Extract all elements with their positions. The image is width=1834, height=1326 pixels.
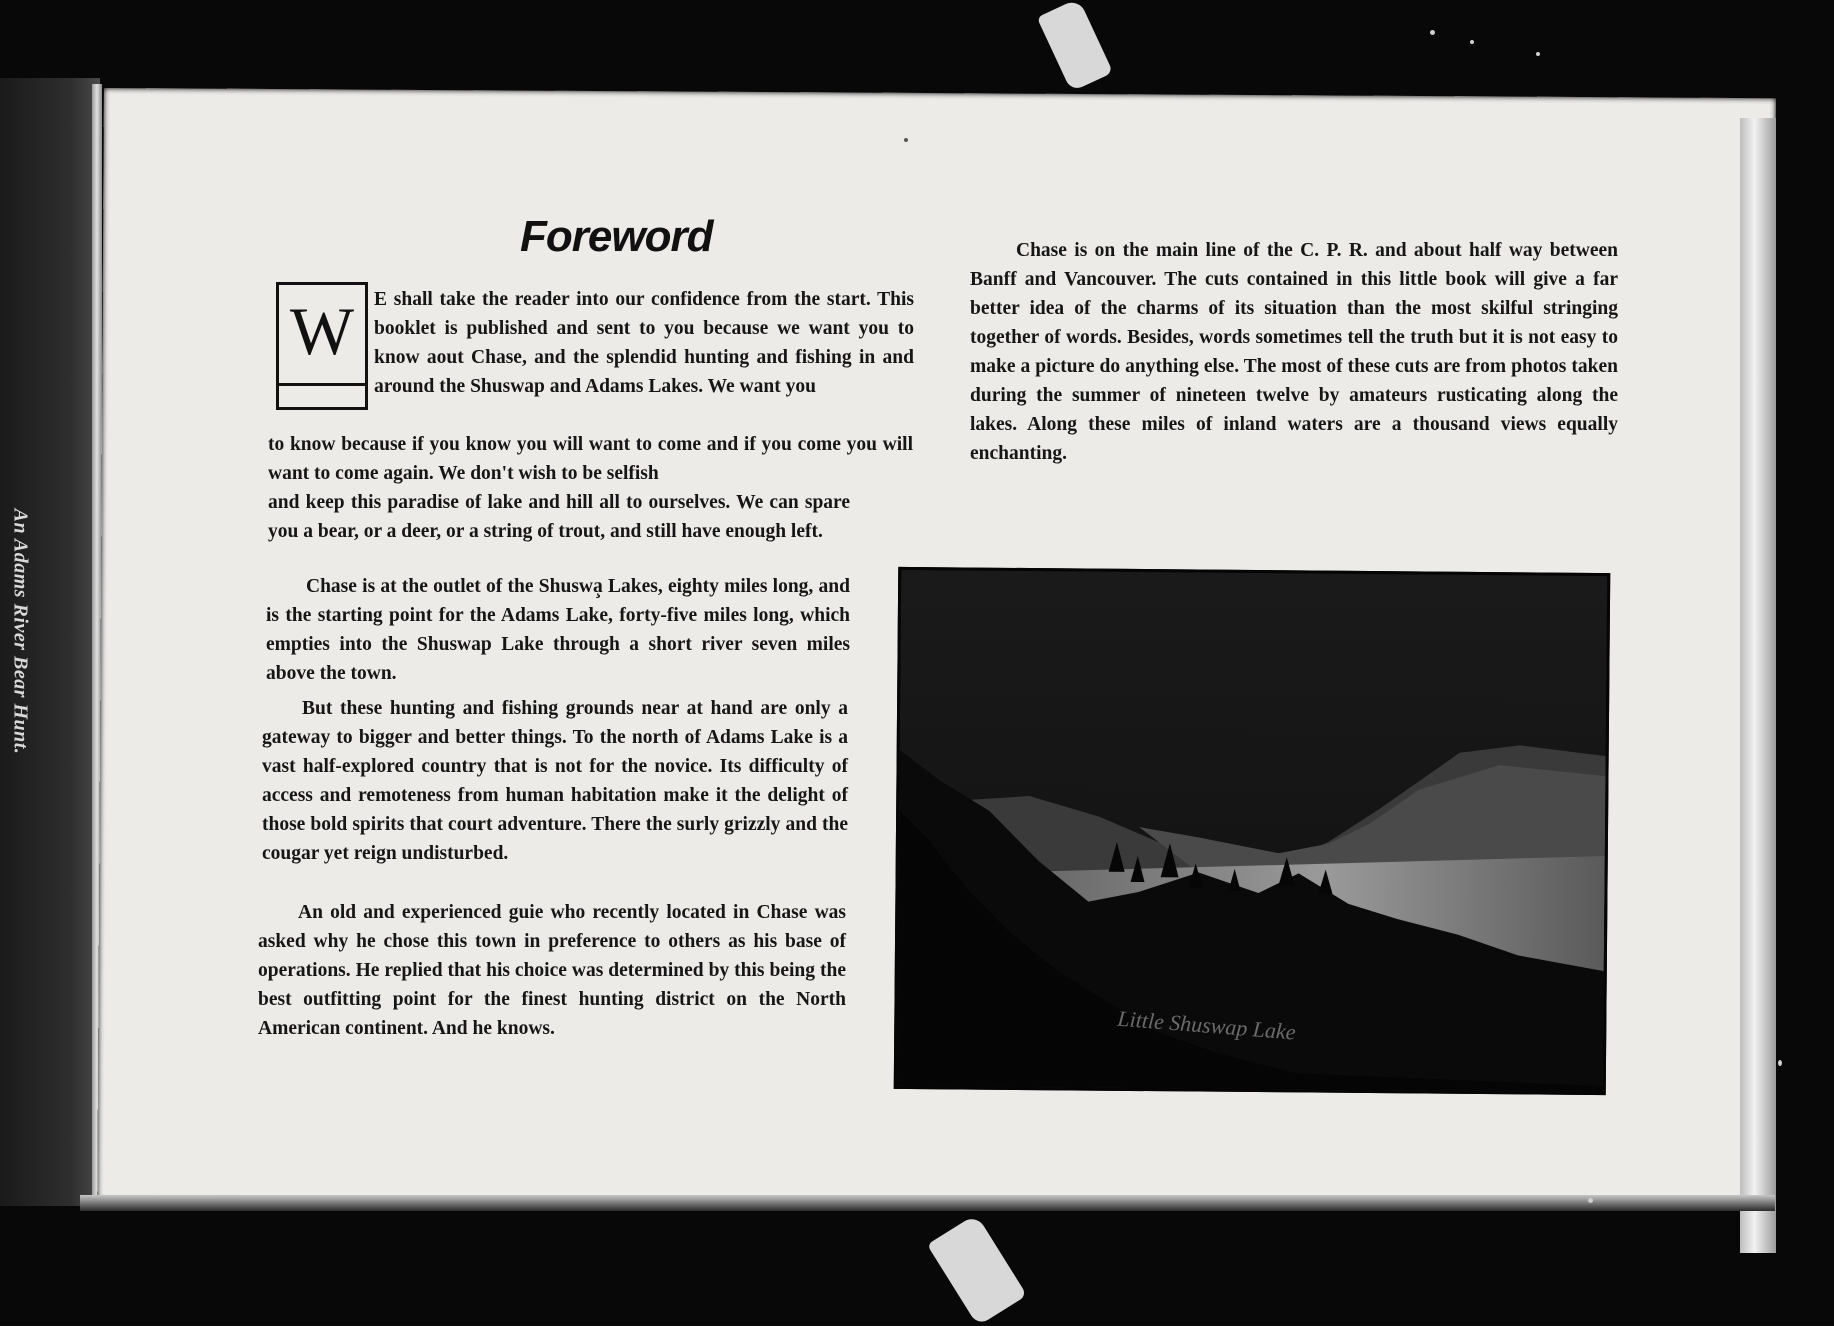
page-right-edge <box>1740 118 1776 1253</box>
tape-fragment-top <box>1037 0 1113 92</box>
drop-cap <box>276 282 368 410</box>
paragraph-cpr: Chase is on the main line of the C. P. R. and about half way between Banff and Vancouver. The cuts contained in this little book will give a far better idea of the charms of its situation than the most skilful stringing together of words. Besides, words sometimes tell the truth but it is not easy to make a picture do anything else. The most of these cuts are from photos taken during the summer of nineteen twelve by amateurs rusticating along the lakes. Along these miles of inland waters are a thousand views equally enchanting. <box>970 240 1618 464</box>
scan-speck <box>1778 1060 1782 1066</box>
scan-speck <box>1588 1198 1593 1203</box>
photo-caption: Little Shuswap Lake <box>1116 1005 1297 1045</box>
scan-speck <box>1470 40 1474 44</box>
paragraph-chase-location: Chase is at the outlet of the Shuswa̧ Lakes, eighty miles long, and is the starting point for the Adams Lake, forty-five miles long, which empties into the Shuswap Lake through a short river seven miles above the town. <box>266 576 850 684</box>
paragraph-intro-tail-2: and keep this paradise of lake and hill all to ourselves. We can spare you a bear, or a deer, or a string of trout, and still have enough left. <box>268 492 850 542</box>
paragraph-intro-tail: to know because if you know you will want to come and if you come you will want to come again. We don't wish to be selfish <box>268 434 913 484</box>
scan-speck <box>1430 30 1435 35</box>
page-title: Foreword <box>520 212 713 261</box>
scan-speck <box>1536 52 1540 56</box>
drop-cap-letter: W <box>289 293 355 369</box>
drop-cap-rule <box>279 383 365 386</box>
lake-photo <box>894 567 1611 1095</box>
lake-photo-image <box>897 570 1607 1092</box>
paragraph-intro-head: E shall take the reader into our confidence from the start. This booklet is published and sent to you because we want you to know a⁠out Chase, and the splendid hunting and fishing in and around the Shuswap and Adams Lakes. We want you <box>374 289 914 397</box>
paragraph-hunting-grounds: But these hunting and fishing grounds near at hand are only a gateway to bigger and better things. To the north of Adams Lake is a vast half-explored country that is not for the novice. Its difficulty of access and remoteness from human habitation make it the delight of those bold spirits that court adventure. There the surly grizzly and the cougar yet reign undisturbed. <box>262 698 848 864</box>
paragraph-guide: An old and experienced gui⁠e who recently located in Chase was asked why he chose this town in preference to others as his base of operations. He replied that his choice was determined by this being the best outfitting point for the finest hunting district on the North American continent. And he knows. <box>258 902 846 1039</box>
page-bottom-edge <box>80 1195 1775 1211</box>
scan-speck <box>904 138 908 142</box>
running-head: An Adams River Bear Hunt. <box>9 508 32 755</box>
tape-fragment-bottom <box>927 1214 1027 1326</box>
